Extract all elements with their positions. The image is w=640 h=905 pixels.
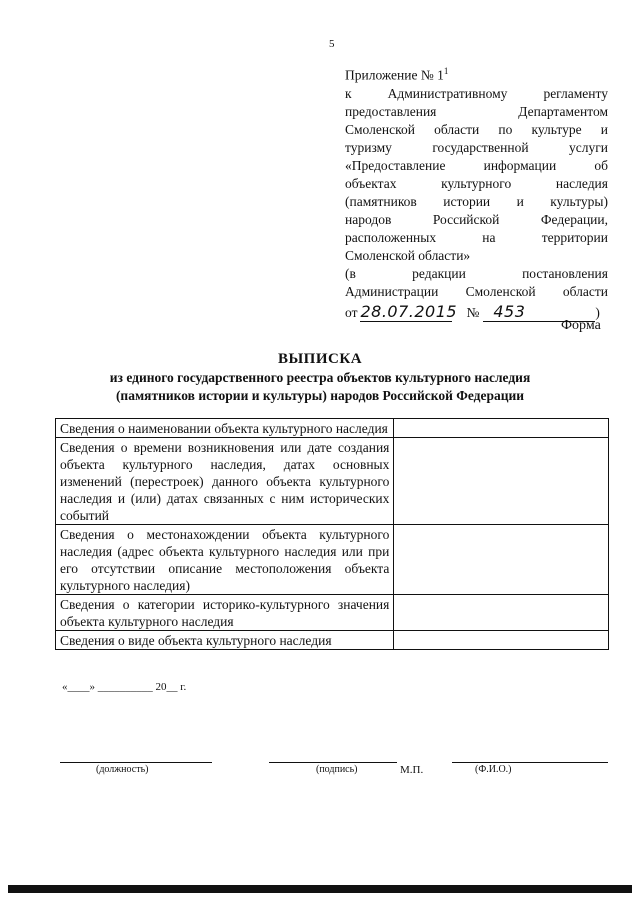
- name-line: [452, 762, 608, 763]
- annex-block: [345, 62, 608, 322]
- row-label: Сведения о наименовании объекта культурного наследия: [56, 419, 394, 438]
- signature-line: [269, 762, 397, 763]
- annex-line: туризму государственной услуги: [345, 139, 608, 155]
- position-line: [60, 762, 212, 763]
- table-row: [56, 631, 609, 650]
- date-prefix: от: [345, 304, 358, 320]
- position-caption: (должность): [96, 764, 149, 775]
- row-label: Сведения о местонахождении объекта культурного наследия (адрес объекта культурного наследия или при его отсутствии описание местоположения объекта культурного наследия): [56, 525, 394, 595]
- annex-line: предоставления Департаментом: [345, 103, 608, 119]
- row-value-cell: [394, 438, 609, 525]
- document-subtitle-line1: из единого государственного реестра объектов культурного наследия: [109, 370, 531, 385]
- table-row: [56, 419, 609, 438]
- annex-title: Приложение № $1^1$: [345, 66, 449, 83]
- row-label: Сведения о виде объекта культурного наследия: [56, 631, 394, 650]
- annex-title-superscript: 1: [443, 66, 449, 76]
- page-number: 5: [329, 38, 335, 50]
- annex-line: к Административному регламенту: [345, 85, 608, 101]
- annex-line: Смоленской области по культуре и: [345, 121, 608, 137]
- annex-line: (в редакции постановления: [345, 265, 608, 281]
- annex-line: объектах культурного наследия: [345, 175, 608, 191]
- row-label: Сведения о категории историко-культурного значения объекта культурного наследия: [56, 595, 394, 631]
- table-row: [56, 525, 609, 595]
- scan-edge-bar: [8, 885, 632, 893]
- close-paren: ): [595, 304, 600, 320]
- row-value-cell: [394, 595, 609, 631]
- signature-caption: (подпись): [316, 764, 358, 775]
- stamp-caption: М.П.: [400, 764, 424, 776]
- row-label: Сведения о времени возникновения или дате создания объекта культурного наследия, датах основных изменений (перестроек) данного объекта культурного наследия и (или) датах связанных с ним исторических событий: [56, 438, 394, 525]
- row-value-cell: [394, 525, 609, 595]
- annex-line: (памятников истории и культуры): [345, 193, 608, 209]
- annex-line: расположенных на территории: [345, 229, 608, 245]
- resolution-date: 28.07.2015: [360, 301, 458, 321]
- table-row: [56, 595, 609, 631]
- resolution-number: 453: [483, 303, 595, 322]
- name-caption: (Ф.И.О.): [475, 764, 512, 775]
- number-label: №: [466, 304, 480, 320]
- table-row: [56, 438, 609, 525]
- annex-line: Смоленской области»: [345, 247, 471, 263]
- form-label: Форма: [561, 318, 601, 333]
- annex-line: народов Российской Федерации,: [345, 211, 608, 227]
- row-value-cell: [394, 419, 609, 438]
- annex-line: Администрации Смоленской области: [345, 283, 608, 299]
- document-title: ВЫПИСКА: [277, 351, 363, 367]
- register-table: [55, 418, 609, 650]
- row-value-cell: [394, 631, 609, 650]
- annex-line: «Предоставление информации об: [345, 157, 608, 173]
- document-subtitle-line2: (памятников истории и культуры) народов Российской Федерации: [115, 388, 525, 403]
- issue-date-blank: «____» __________ 20__ г.: [62, 681, 187, 693]
